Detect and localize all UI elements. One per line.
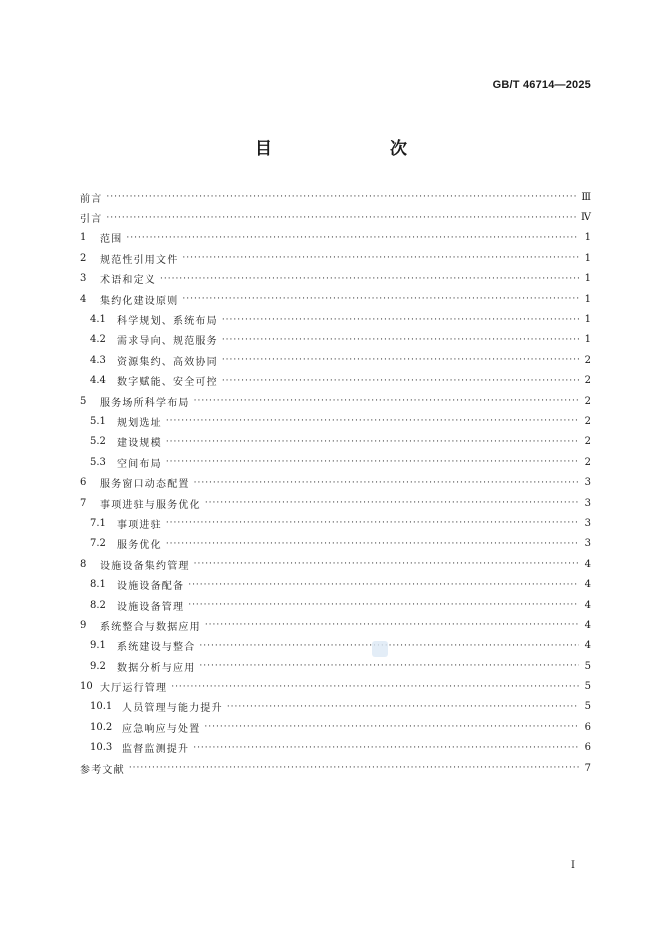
toc-entry-title: 术语和定义 (100, 275, 156, 287)
toc-entry-title: 集约化建设原则 (100, 295, 179, 307)
toc-entry-number: 9 (80, 619, 87, 631)
toc-leader-dots (193, 743, 579, 753)
toc-entry[interactable] (80, 554, 591, 574)
toc-entry-number: 1 (80, 232, 87, 244)
toc-entry-page: 2 (584, 456, 591, 468)
toc-entry-title: 需求导向、规范服务 (117, 336, 218, 348)
toc-entry-number: 7.1 (90, 517, 106, 529)
toc-entry-page: 2 (584, 375, 591, 387)
toc-entry-number: 5.2 (90, 436, 106, 448)
toc-leader-dots (171, 682, 579, 692)
toc-entry[interactable] (80, 391, 591, 411)
toc-entry-title: 规划选址 (117, 417, 162, 429)
toc-entry-page: 5 (584, 681, 591, 693)
toc-leader-dots (222, 315, 579, 325)
toc-entry[interactable] (80, 656, 591, 676)
toc-entry[interactable] (80, 574, 591, 594)
toc-entry-page: 3 (584, 477, 591, 489)
toc-entry[interactable] (80, 493, 591, 513)
toc-entry-page: 1 (584, 273, 591, 285)
toc-entry-title: 系统整合与数据应用 (100, 621, 201, 633)
toc-entry[interactable] (80, 371, 591, 391)
toc-entry-number: 8.1 (90, 579, 106, 591)
toc-entry-number: 7 (80, 497, 87, 509)
toc-entry-title: 科学规划、系统布局 (117, 316, 218, 328)
toc-entry-number: 5.3 (90, 456, 106, 468)
toc-leader-dots (205, 498, 579, 508)
toc-leader-dots (222, 376, 579, 386)
toc-entry[interactable] (80, 717, 591, 737)
toc-entry-page: 5 (584, 701, 591, 713)
toc-entry-title: 人员管理与能力提升 (122, 703, 223, 715)
toc-entry-title: 设施设备管理 (117, 601, 185, 613)
toc-entry[interactable] (80, 248, 591, 268)
toc-entry-number: 3 (80, 273, 87, 285)
toc-leader-dots (182, 253, 579, 263)
toc-entry[interactable] (80, 738, 591, 758)
toc-entry-title: 引言 (80, 214, 103, 226)
page-number: Ⅰ (571, 860, 575, 871)
toc-entry-title: 应急响应与处置 (122, 723, 201, 735)
toc-entry-number: 4.2 (90, 334, 106, 346)
toc-entry[interactable] (80, 472, 591, 492)
toc-entry-number: 4.1 (90, 314, 106, 326)
toc-leader-dots (194, 396, 579, 406)
toc-entry[interactable] (80, 411, 591, 431)
toc-entry-title: 参考文献 (80, 764, 125, 776)
toc-leader-dots (106, 213, 577, 223)
toc-leader-dots (194, 478, 579, 488)
toc-entry-page: 5 (584, 660, 591, 672)
toc-entry-number: 10.2 (90, 721, 113, 733)
toc-entry[interactable] (80, 228, 591, 248)
toc-entry-title: 资源集约、高效协同 (117, 356, 218, 368)
toc-entry-title: 范围 (100, 234, 123, 246)
toc-entry-page: Ⅲ (581, 191, 591, 203)
toc-entry-page: 3 (584, 497, 591, 509)
toc-entry-number: 10.3 (90, 742, 113, 754)
toc-leader-dots (166, 518, 579, 528)
toc-entry-number: 10 (80, 681, 93, 693)
toc-entry[interactable] (80, 676, 591, 696)
toc-entry-title: 空间布局 (117, 458, 162, 470)
toc-entry-page: 3 (584, 517, 591, 529)
toc-entry[interactable] (80, 758, 591, 778)
toc-entry-number: 4 (80, 293, 87, 305)
toc-entry[interactable] (80, 187, 591, 207)
toc-entry[interactable] (80, 615, 591, 635)
toc-entry[interactable] (80, 289, 591, 309)
toc-entry-number: 5.1 (90, 415, 106, 427)
toc-entry[interactable] (80, 595, 591, 615)
standard-code: GB/T 46714—2025 (492, 79, 591, 91)
toc-entry-number: 7.2 (90, 538, 106, 550)
toc-entry[interactable] (80, 513, 591, 533)
toc-entry-page: 4 (584, 619, 591, 631)
toc-entry-page: 2 (584, 436, 591, 448)
toc-leader-dots (106, 192, 577, 202)
toc-leader-dots (188, 600, 579, 610)
toc-entry[interactable] (80, 269, 591, 289)
toc-leader-dots (166, 457, 579, 467)
toc-entry-title: 服务场所科学布局 (100, 397, 190, 409)
toc-entry-number: 8.2 (90, 599, 106, 611)
toc-leader-dots (222, 335, 579, 345)
toc-entry-title: 设施设备配备 (117, 581, 185, 593)
toc-entry[interactable] (80, 432, 591, 452)
toc-entry[interactable] (80, 452, 591, 472)
toc-entry-title: 服务窗口动态配置 (100, 479, 190, 491)
toc-entry-page: 4 (584, 599, 591, 611)
toc-entry-title: 监督监测提升 (122, 744, 190, 756)
toc-entry-number: 10.1 (90, 701, 113, 713)
toc-entry-number: 9.2 (90, 660, 106, 672)
toc-entry[interactable] (80, 330, 591, 350)
toc-entry[interactable] (80, 309, 591, 329)
page-title: 目 次 (255, 139, 435, 159)
toc-entry-title: 数据分析与应用 (117, 662, 196, 674)
toc-entry-title: 事项进驻 (117, 519, 162, 531)
toc-entry-page: 2 (584, 415, 591, 427)
toc-entry-title: 设施设备集约管理 (100, 560, 190, 572)
toc-entry[interactable] (80, 207, 591, 227)
toc-entry-page: Ⅳ (581, 212, 591, 224)
toc-entry-title: 规范性引用文件 (100, 254, 179, 266)
toc-leader-dots (222, 355, 579, 365)
toc-entry-title: 前言 (80, 193, 103, 205)
toc-entry-number: 6 (80, 477, 87, 489)
toc-entry-page: 4 (584, 579, 591, 591)
toc-entry-number: 2 (80, 252, 87, 264)
toc-leader-dots (129, 763, 579, 773)
toc-entry-title: 服务优化 (117, 540, 162, 552)
toc-entry-page: 1 (584, 252, 591, 264)
toc-leader-dots (194, 559, 579, 569)
toc-entry-number: 5 (80, 395, 87, 407)
toc-entry-page: 1 (584, 293, 591, 305)
toc-leader-dots (166, 437, 579, 447)
toc-leader-dots (205, 620, 579, 630)
toc-entry-page: 6 (584, 721, 591, 733)
toc-entry-page: 1 (584, 232, 591, 244)
toc-entry-title: 系统建设与整合 (117, 642, 196, 654)
toc-leader-dots (126, 233, 579, 243)
toc-entry-page: 4 (584, 640, 591, 652)
toc-leader-dots (199, 661, 579, 671)
toc-entry-page: 1 (584, 334, 591, 346)
toc-leader-dots (188, 580, 579, 590)
toc-entry-number: 4.4 (90, 375, 106, 387)
toc-entry-number: 9.1 (90, 640, 106, 652)
toc-leader-dots (199, 641, 579, 651)
toc-leader-dots (204, 722, 579, 732)
toc-entry-number: 8 (80, 558, 87, 570)
toc-leader-dots (160, 274, 579, 284)
toc-entry-page: 2 (584, 395, 591, 407)
toc-entry-title: 建设规模 (117, 438, 162, 450)
toc-entry-page: 7 (584, 762, 591, 774)
toc-entry-title: 数字赋能、安全可控 (117, 377, 218, 389)
toc-leader-dots (182, 294, 579, 304)
toc-leader-dots (166, 539, 579, 549)
toc-entry-title: 大厅运行管理 (100, 683, 168, 695)
toc-entry[interactable] (80, 636, 591, 656)
toc-entry[interactable] (80, 697, 591, 717)
toc-entry-page: 1 (584, 314, 591, 326)
toc-entry-page: 6 (584, 742, 591, 754)
table-of-contents (80, 187, 591, 778)
toc-leader-dots (166, 416, 579, 426)
watermark-mark (372, 641, 388, 657)
toc-entry-page: 3 (584, 538, 591, 550)
toc-entry-title: 事项进驻与服务优化 (100, 499, 201, 511)
toc-entry[interactable] (80, 534, 591, 554)
toc-entry-page: 4 (584, 558, 591, 570)
toc-leader-dots (227, 702, 579, 712)
toc-entry-page: 2 (584, 354, 591, 366)
toc-entry-number: 4.3 (90, 354, 106, 366)
toc-entry[interactable] (80, 350, 591, 370)
